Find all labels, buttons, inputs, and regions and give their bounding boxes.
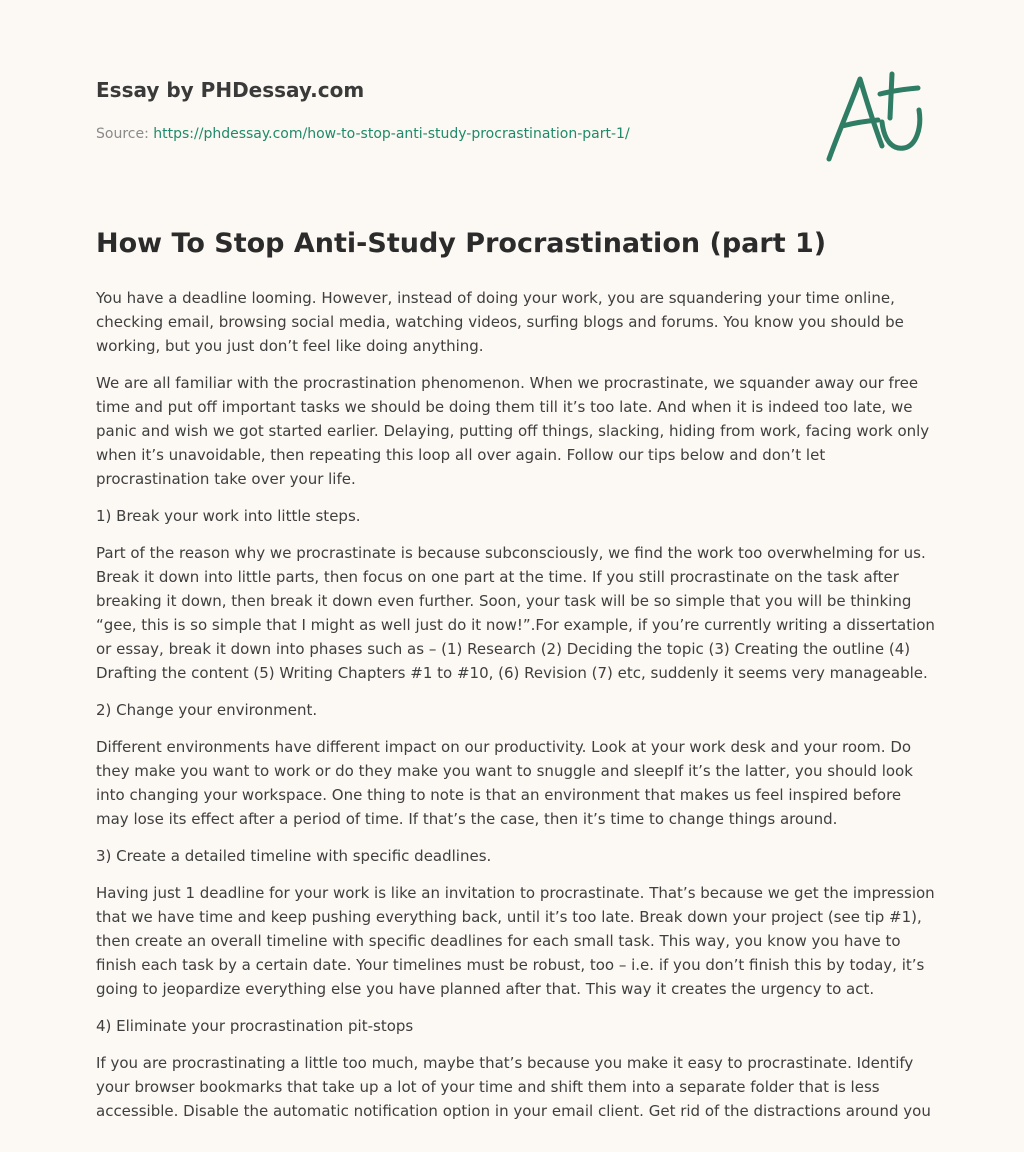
essay-article	[96, 224, 936, 1136]
source-link[interactable]: https://phdessay.com/how-to-stop-anti-study-procrastination-part-1/	[153, 126, 630, 142]
source-line	[96, 124, 736, 144]
source-label: Source:	[96, 126, 154, 142]
paragraph: Having just 1 deadline for your work is like an invitation to procrastinate. That’s because we get the impression that we have time and keep pushing everything back, until it’s too late. Break down your project (see tip #1), then create an overall timeline with specific deadlines for each small task. This way, you know you have to finish each task by a certain date. Your timelines must be robust, too – i.e. if you don’t finish this by today, it’s going to jeopardize everything else you have planned after that. This way it creates the urgency to act.	[96, 884, 935, 998]
paragraph: Different environments have different impact on our productivity. Look at your work desk and your room. Do they make you want to work or do they make you want to snuggle and sleepIf it’s the latter, you should look into changing your workspace. One thing to note is that an environment that makes us feel inspired before may lose its effect after a period of time. If that’s the case, then it’s time to change things around.	[96, 738, 913, 828]
page-header	[96, 74, 736, 144]
paragraph: If you are procrastinating a little too much, maybe that’s because you make it easy to procrastinate. Identify your browser bookmarks that take up a lot of your time and shift them into a separate folder that is less accessible. Disable the automatic notification option in your email client. Get rid of the distractions around you	[96, 1054, 931, 1120]
tip-heading: 3) Create a detailed timeline with specific deadlines.	[96, 847, 492, 865]
paragraph: Part of the reason why we procrastinate is because subconsciously, we find the work too overwhelming for us. Break it down into little parts, then focus on one part at the time. If you still procrastinate on the task after breaking it down, then break it down even further. Soon, your task will be so simple that you will be thinking “gee, this is so simple that I might as well just do it now!”.For example, if you’re currently writing a dissertation or essay, break it down into phases such as – (1) Research (2) Deciding the topic (3) Creating the outline (4) Drafting the content (5) Writing Chapters #1 to #10, (6) Revision (7) etc, suddenly it seems very manageable.	[96, 544, 935, 682]
a-plus-logo-icon	[824, 66, 928, 166]
essay-title: How To Stop Anti-Study Procrastination (part 1)	[96, 228, 827, 259]
paragraph: We are all familiar with the procrastination phenomenon. When we procrastinate, we squander away our free time and put off important tasks we should be doing them till it’s too late. And when it is indeed too late, we panic and wish we got started earlier. Delaying, putting off things, slacking, hiding from work, facing work only when it’s unavoidable, then repeating this loop all over again. Follow our tips below and don’t let procrastination take over your life.	[96, 374, 930, 488]
tip-heading: 1) Break your work into little steps.	[96, 507, 361, 525]
site-title: Essay by PHDessay.com	[96, 78, 365, 102]
paragraph: You have a deadline looming. However, instead of doing your work, you are squandering your time online, checking email, browsing social media, watching videos, surfing blogs and forums. You know you should be working, but you just don’t feel like doing anything.	[96, 289, 904, 355]
tip-heading: 2) Change your environment.	[96, 701, 318, 719]
tip-heading: 4) Eliminate your procrastination pit-stops	[96, 1017, 414, 1035]
